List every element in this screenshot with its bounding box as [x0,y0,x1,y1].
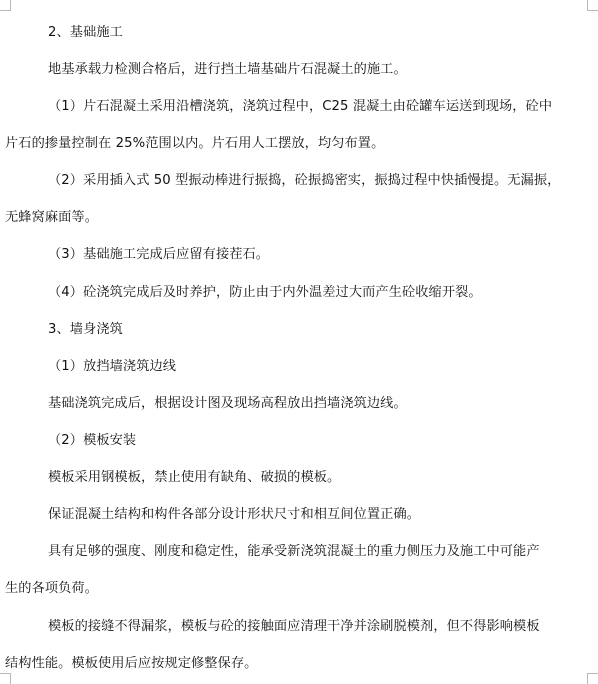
paragraph-foundation-intro: 地基承载力检测合格后，进行挡土墙基础片石混凝土的施工。 [48,62,407,77]
paragraph-formwork-steel: 模板采用钢模板，禁止使用有缺角、破损的模板。 [48,470,341,485]
paragraph-formwork-strength-line-2: 生的各项负荷。 [5,581,99,596]
subheading-formwork: （2）模板安装 [48,433,137,448]
paragraph-item-2-line-1: （2）采用插入式 50 型振动棒进行振捣，砼振捣密实，振捣过程中快插慢提。无漏振， [48,173,561,188]
paragraph-formwork-joints-line-1: 模板的接缝不得漏浆，模板与砼的接触面应清理干净并涂刷脱模剂，但不得影响模板 [48,619,540,634]
section-heading-wall-pouring: 3、墙身浇筑 [48,322,123,337]
paragraph-item-1-line-2: 片石的掺量控制在 25%范围以内。片石用人工摆放，均匀布置。 [5,136,385,151]
page-corner-mark-top-left [0,0,11,11]
paragraph-item-4: （4）砼浇筑完成后及时养护，防止由于内外温差过大而产生砼收缩开裂。 [48,285,482,300]
paragraph-item-1-line-1: （1）片石混凝土采用沿槽浇筑，浇筑过程中，C25 混凝土由砼罐车运送到现场，砼中 [48,99,553,114]
section-heading-foundation: 2、基础施工 [48,25,123,40]
paragraph-item-3: （3）基础施工完成后应留有接茬石。 [48,247,270,262]
paragraph-formwork-accuracy: 保证混凝土结构和构件各部分设计形状尺寸和相互间位置正确。 [48,507,421,522]
page-corner-mark-top-right [587,0,598,11]
paragraph-formwork-strength-line-1: 具有足够的强度、刚度和稳定性，能承受新浇筑混凝土的重力侧压力及施工中可能产 [48,544,540,559]
subheading-wall-line: （1）放挡墙浇筑边线 [48,359,177,374]
paragraph-formwork-joints-line-2: 结构性能。模板使用后应按规定修整保存。 [5,656,258,671]
paragraph-item-2-line-2: 无蜂窝麻面等。 [5,210,99,225]
paragraph-wall-line: 基础浇筑完成后，根据设计图及现场高程放出挡墙浇筑边线。 [48,396,407,411]
page-corner-mark-bottom-left [0,673,11,684]
page-corner-mark-bottom-right [587,673,598,684]
